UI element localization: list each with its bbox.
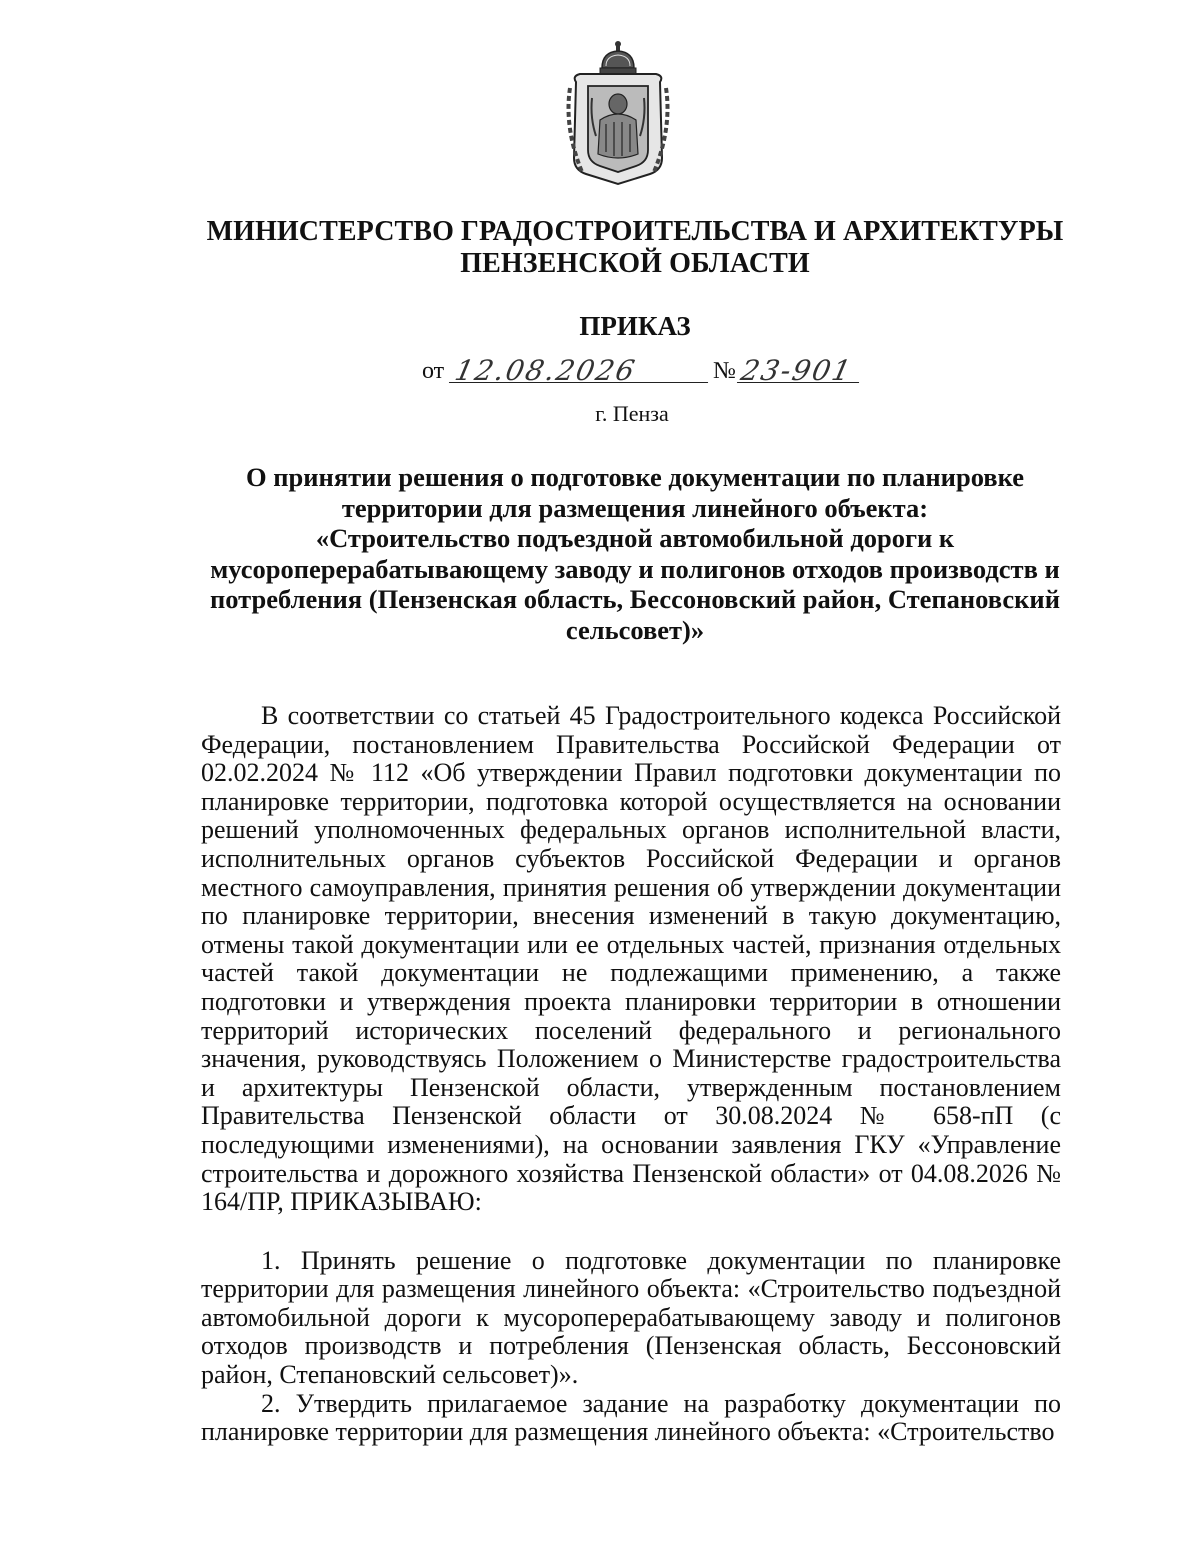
preamble-paragraph: В соответствии со статьей 45 Градостроительного кодекса Российской Федерации, постановлением Правительства Российской Федерации от 02.02.2024 № 112 «Об утверждении Правил подготовки документации по планировке территории, подготовка которой осуществляется на основании решений уполномоченных федеральных органов исполнительной власти, исполнительных органов субъектов Российской Федерации и органов местного самоуправления, принятия решения об утверждении документации по планировке территории, внесения изменений в такую документацию, отмены такой документации или ее отдельных частей, признания отдельных частей такой документации не подлежащими применению, а также подготовки и утверждения проекта планировки территории в отношении территорий исторических поселений федерального и регионального значения, руководствуясь Положением о Министерстве градостроительства и архитектуры Пензенской области, утвержденным постановлением Правительства Пензенской области от 30.08.2024 № 658-пП (с последующими изменениями), на основании заявления ГКУ «Управление строительства и дорожного хозяйства Пензенской области» от 04.08.2026 № 164/ПР, ПРИКАЗЫВАЮ: — [201, 701, 1061, 1217]
subject-line: потребления (Пензенская область, Бессоновский район, Степановский — [210, 584, 1060, 614]
subject-line: территории для размещения линейного объекта: — [341, 492, 929, 523]
order-subject — [190, 462, 1080, 645]
city: г. Пенза — [595, 401, 669, 426]
subject-line: «Строительство подъездной автомобильной дороги к — [315, 523, 955, 553]
subject-line: О принятии решения о подготовке документации по планировке — [246, 462, 1024, 492]
number-label: № — [713, 358, 736, 384]
ministry-name-line1: МИНИСТЕРСТВО ГРАДОСТРОИТЕЛЬСТВА И АРХИТЕКТУРЫ — [206, 216, 1064, 247]
order-body — [201, 702, 1061, 1447]
coat-of-arms-emblem — [562, 38, 674, 188]
ministry-name — [0, 216, 1200, 280]
handwritten-number: 23-901 — [737, 354, 865, 383]
order-date-number-line — [0, 354, 1200, 388]
subject-line: мусороперерабатывающему заводу и полигонов отходов производств и — [210, 553, 1060, 584]
item-1-paragraph: 1. Принять решение о подготовке документации по планировке территории для размещения линейного объекта: «Строительство подъездной автомобильной дороги к мусороперерабатывающему заводу и полигонов отходов производств и потребления (Пензенская область, Бессоновский район, Степановский сельсовет)». — [201, 1245, 1061, 1390]
subject-line: сельсовет)» — [565, 614, 705, 645]
handwritten-date: 12.08.2026 — [449, 354, 714, 383]
order-title: ПРИКАЗ — [579, 311, 691, 341]
ministry-name-line2: ПЕНЗЕНСКОЙ ОБЛАСТИ — [460, 248, 810, 279]
date-label: от — [422, 358, 445, 384]
item-2-paragraph: 2. Утвердить прилагаемое задание на разработку документации по планировке территории для размещения линейного объекта: «Строительство — [201, 1388, 1061, 1447]
